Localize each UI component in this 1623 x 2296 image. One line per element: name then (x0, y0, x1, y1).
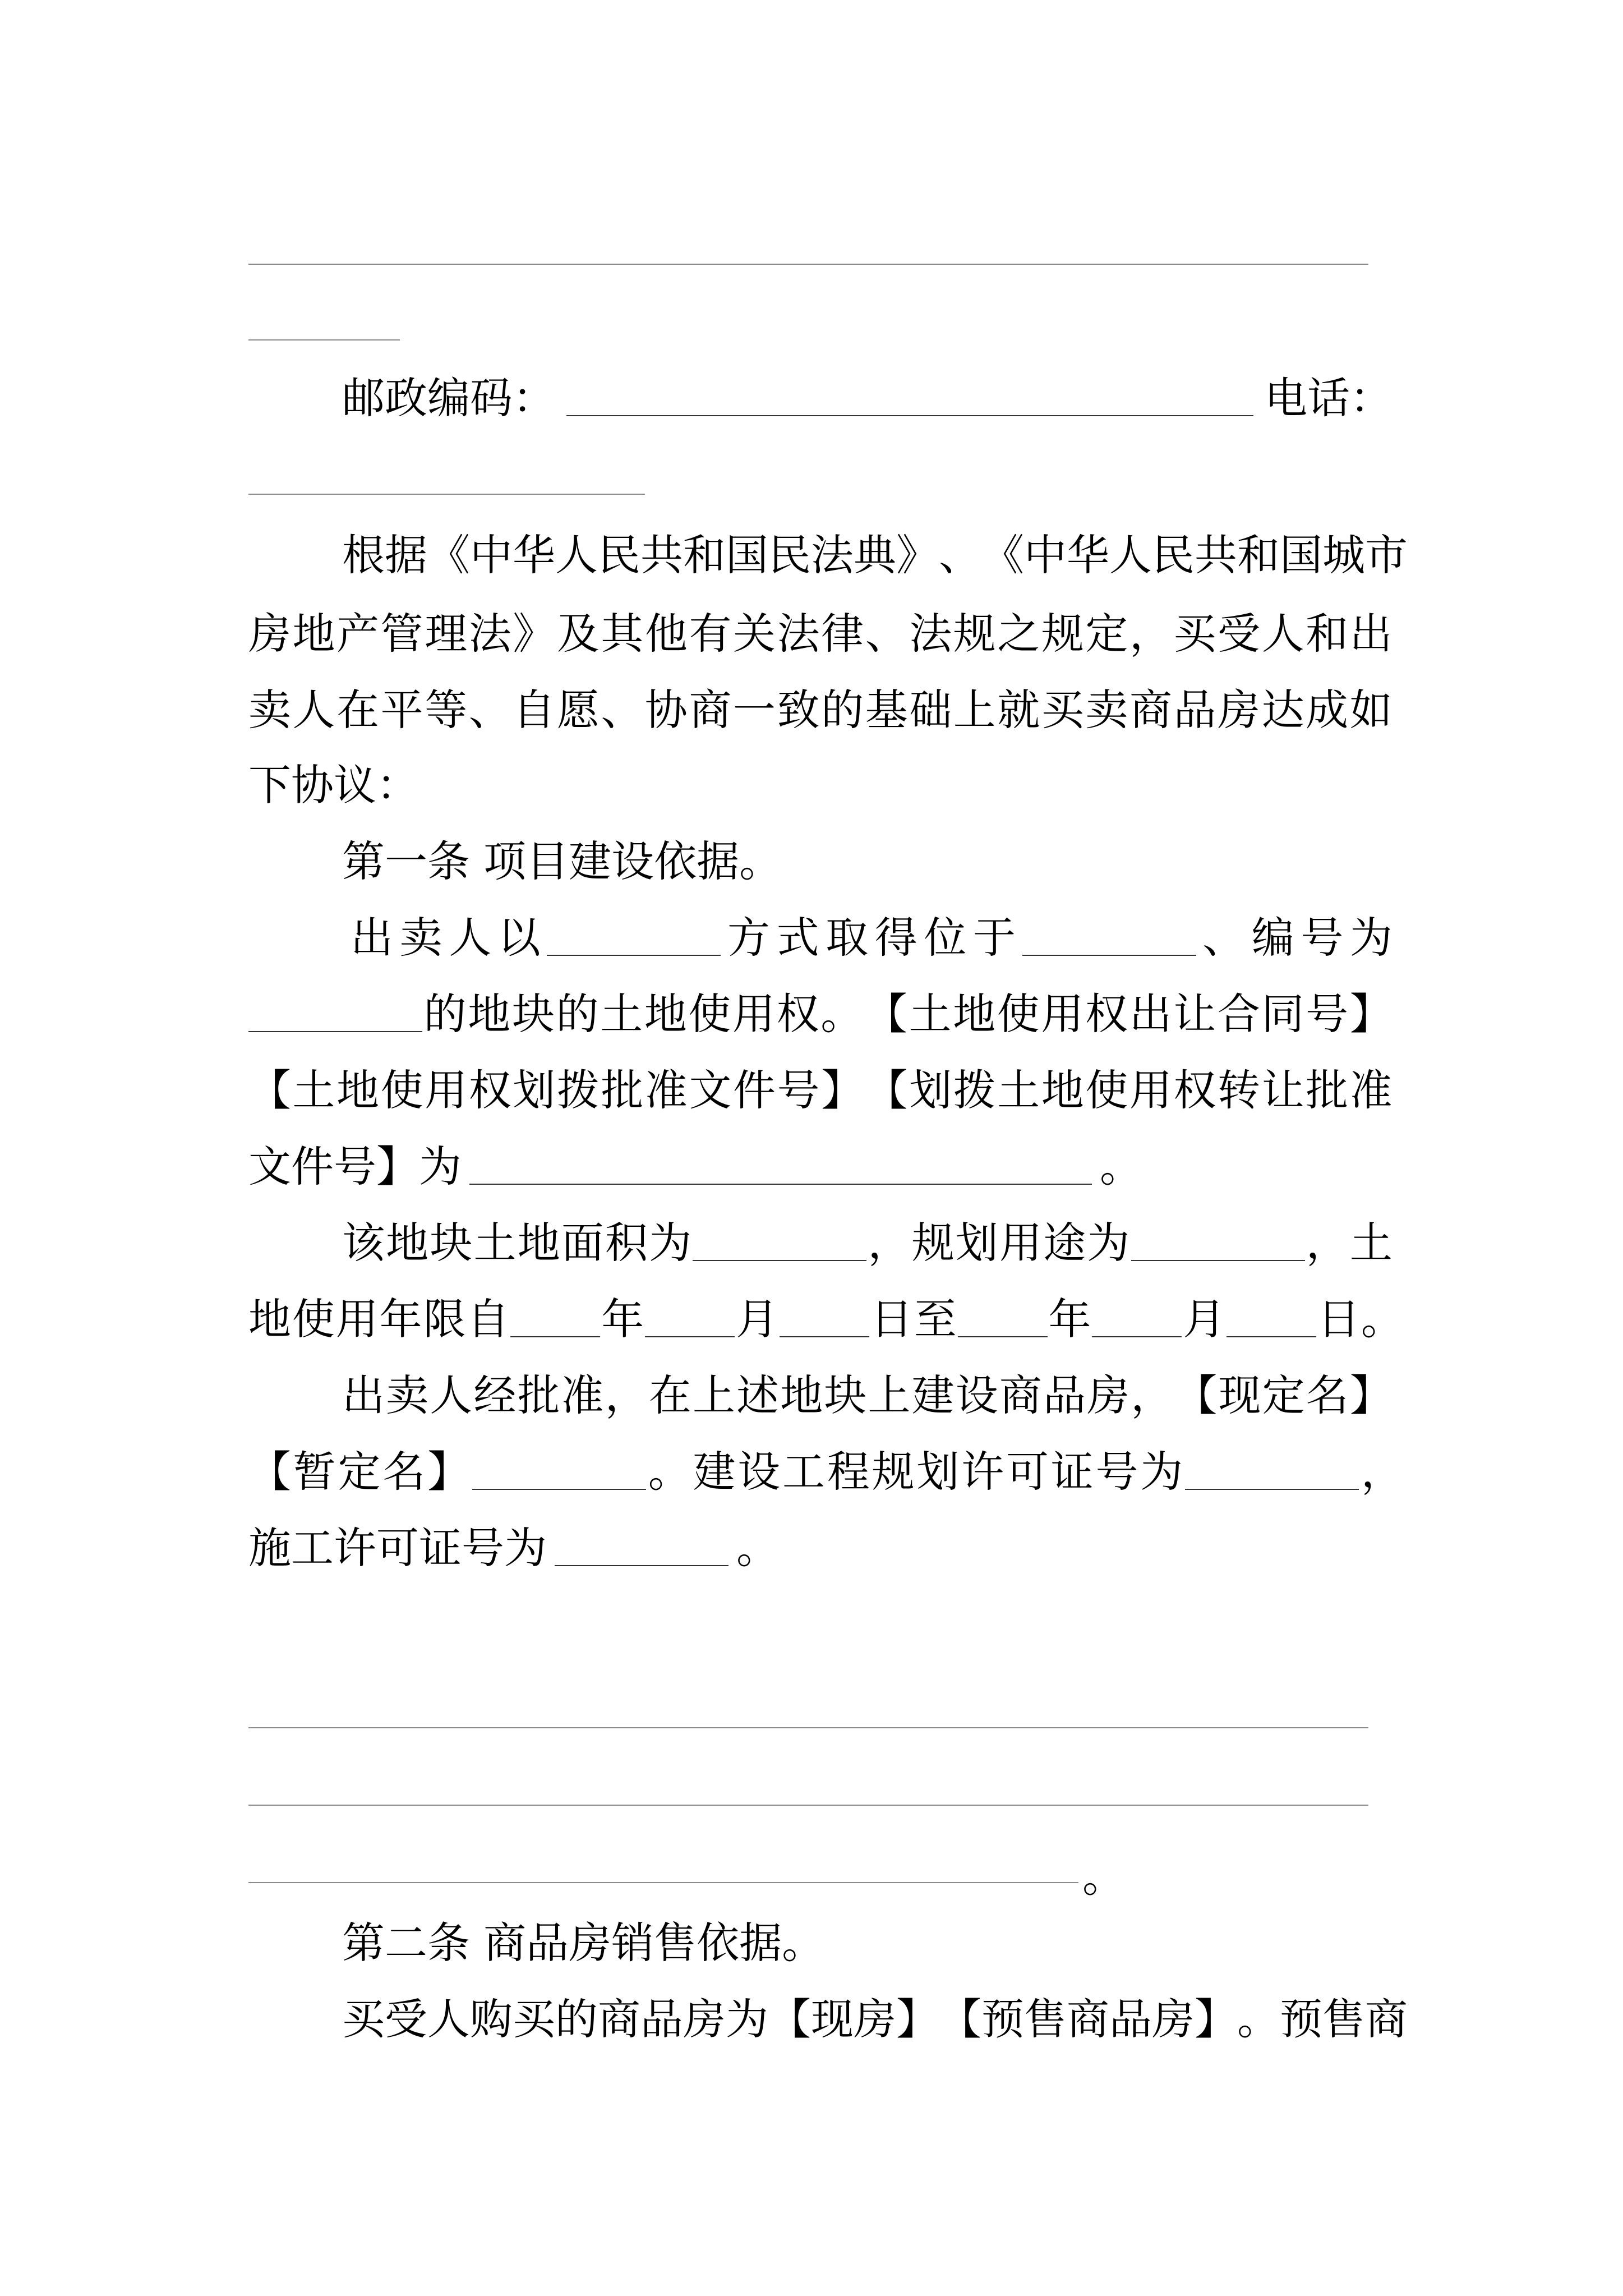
text-char: 、 (865, 609, 908, 659)
text-char: 售 (1024, 1994, 1067, 2044)
text-char: 商 (598, 1994, 640, 2044)
text-char: 准 (1349, 1065, 1393, 1115)
text-char: 》 (513, 609, 556, 659)
text-char: 同 (1261, 989, 1304, 1039)
article1-p3-line-1 (342, 1368, 1393, 1424)
text-char: 购 (470, 1994, 513, 2044)
text-char: 华 (513, 530, 555, 580)
text-char: 让 (1261, 1065, 1304, 1115)
text-char: 地 (468, 989, 511, 1039)
text-char: 品 (640, 1994, 683, 2044)
article1-p1-line-3 (248, 1062, 1393, 1119)
fill-blank[interactable] (780, 1333, 869, 1337)
text-char: 成 (1306, 685, 1349, 735)
text-char: 名 (1306, 1370, 1349, 1420)
text-char: 拨 (953, 1065, 996, 1115)
fill-rule (248, 1727, 1368, 1728)
text-char: 设 (737, 1447, 781, 1497)
text-char: 产 (336, 609, 380, 659)
text-char: 定 (1262, 1370, 1305, 1420)
text-char: 上 (953, 685, 996, 735)
text-char: 据 (385, 530, 427, 580)
text-char: 、 (939, 530, 981, 580)
text-char: 人 (1109, 530, 1152, 580)
text-char: 人 (427, 1994, 470, 2044)
text-char: 《 (981, 530, 1024, 580)
text-char: 买 (1173, 609, 1216, 659)
text-char: 限 (423, 1294, 466, 1344)
text-char: 地 (248, 1294, 291, 1344)
text-char: 土 (600, 989, 643, 1039)
text-char: 证 (1050, 1447, 1094, 1497)
text-char: 可 (1006, 1447, 1049, 1497)
text-char: 使 (688, 989, 731, 1039)
text-char: 和 (1237, 530, 1280, 580)
text-char: 工 (782, 1447, 826, 1497)
text-char: 中 (1024, 530, 1067, 580)
fill-blank[interactable] (693, 1257, 866, 1261)
text-char: 程 (827, 1447, 870, 1497)
text-char: 用 (732, 989, 775, 1039)
fill-blank[interactable] (1022, 951, 1196, 956)
text-char: 月 (736, 1294, 779, 1344)
fill-rule (248, 264, 1368, 265)
text-char: 块 (824, 1370, 867, 1420)
text-char: 使 (380, 1065, 423, 1115)
text-char: 共 (640, 530, 683, 580)
text-char: 买 (342, 1994, 385, 2044)
text-char: 土 (997, 1065, 1040, 1115)
text-char: 地 (386, 1218, 429, 1268)
text-char: 批 (1306, 1065, 1349, 1115)
text-char: 块 (511, 989, 555, 1039)
article1-p1-line-4-text: 文件号】为 (248, 1142, 462, 1191)
text-char: 在 (648, 1370, 691, 1420)
text-char: 准 (561, 1370, 604, 1420)
text-char: 【 (939, 1994, 981, 2044)
text-char: 为 (726, 1994, 768, 2044)
fill-blank[interactable] (1227, 1333, 1316, 1337)
text-char: 出 (1129, 989, 1172, 1039)
fill-blank[interactable] (645, 1333, 735, 1337)
text-char: 土 (292, 1065, 335, 1115)
text-char: 划 (955, 1218, 998, 1268)
text-char: 使 (292, 1294, 335, 1344)
text-char: 础 (909, 685, 952, 735)
article1-p3-line-2 (248, 1444, 1404, 1500)
text-char: 用 (335, 1294, 379, 1344)
text-char: ， (1306, 1218, 1349, 1268)
article2-heading: 第二条 商品房销售依据。 (342, 1918, 825, 1968)
text-char: 规 (1041, 609, 1084, 659)
text-char: 预 (1280, 1994, 1322, 2044)
text-char: 【 (864, 989, 907, 1039)
text-char: 年 (1048, 1294, 1091, 1344)
fill-blank[interactable] (958, 1333, 1048, 1337)
text-char: 平 (380, 685, 423, 735)
text-char: 自 (467, 1294, 510, 1344)
text-char: 定 (338, 1447, 381, 1497)
text-char: 日 (870, 1294, 913, 1344)
text-char: 华 (1067, 530, 1109, 580)
text-char: 上 (868, 1370, 911, 1420)
fill-blank[interactable] (510, 1333, 600, 1337)
article1-p1-line-4 (248, 1139, 1393, 1195)
fill-blank[interactable] (248, 1028, 422, 1032)
text-char: 许 (961, 1447, 1004, 1497)
postal-line (342, 370, 1393, 426)
text-char: 定 (1085, 609, 1128, 659)
text-char: 的 (821, 685, 864, 735)
text-char: 地 (644, 989, 687, 1039)
text-char: 名 (382, 1447, 426, 1497)
phone-blank[interactable] (248, 494, 645, 495)
text-char: 土 (909, 989, 952, 1039)
text-char: 权 (468, 1065, 511, 1115)
text-char: 、 (1202, 913, 1246, 963)
text-char: 暂 (293, 1447, 336, 1497)
text-char: 【 (1174, 1370, 1218, 1420)
postal-blank[interactable] (566, 412, 1253, 416)
text-char: 房 (1218, 685, 1261, 735)
text-char: 如 (1349, 685, 1393, 735)
text-char: 日 (1317, 1294, 1361, 1344)
text-char: 使 (1085, 1065, 1128, 1115)
text-char: 方 (727, 913, 770, 963)
text-char: 】 (1349, 1370, 1393, 1420)
text-char: 】 (896, 1994, 939, 2044)
intro-line-1 (342, 527, 1408, 583)
text-char: 。 (1361, 1294, 1404, 1344)
text-char: 致 (777, 685, 820, 735)
text-char: 建 (911, 1370, 955, 1420)
text-char: ， (1361, 1447, 1404, 1497)
text-char: 一 (733, 685, 776, 735)
text-char: 受 (385, 1994, 427, 2044)
text-char: 和 (1306, 609, 1349, 659)
text-char: 划 (909, 1065, 952, 1115)
text-char: 和 (683, 530, 726, 580)
text-char: 经 (473, 1370, 517, 1420)
text-char: 品 (1109, 1994, 1152, 2044)
text-char: 的 (423, 989, 467, 1039)
fill-blank[interactable] (1185, 1485, 1359, 1490)
text-char: 根 (342, 530, 385, 580)
text-char: 现 (811, 1994, 854, 2044)
text-char: 面 (561, 1218, 604, 1268)
intro-line-3 (248, 682, 1393, 738)
text-char: 商 (689, 685, 732, 735)
text-char: 规 (911, 1218, 955, 1268)
text-char: 让 (1173, 989, 1216, 1039)
fill-blank[interactable] (547, 951, 721, 956)
text-char: 规 (872, 1447, 915, 1497)
text-char: 房 (683, 1994, 726, 2044)
text-char: 的 (555, 1994, 598, 2044)
text-char: ， (868, 1218, 911, 1268)
text-char: 号 (1095, 1447, 1138, 1497)
text-char: 城 (1322, 530, 1365, 580)
text-char: 上 (693, 1370, 735, 1420)
text-char: 划 (513, 1065, 556, 1115)
text-char: 月 (1183, 1294, 1226, 1344)
article1-p1-line-2 (248, 986, 1393, 1042)
text-char: 用 (999, 1218, 1043, 1268)
text-char: 】 (1349, 989, 1393, 1039)
text-char: 、 (601, 685, 644, 735)
text-char: 出 (1349, 609, 1393, 659)
article1-p3-line-3-text: 施工许可证号为 (248, 1523, 547, 1573)
text-char: 。 (648, 1447, 691, 1497)
text-char: 卖 (248, 685, 291, 735)
article1-p1-line-1 (351, 910, 1393, 966)
text-char: 法 (811, 530, 854, 580)
text-char: 法 (468, 609, 511, 659)
text-char: 至 (914, 1294, 957, 1344)
text-char: 就 (997, 685, 1040, 735)
text-char: 。 (1237, 1994, 1280, 2044)
text-char: 卖 (1085, 685, 1128, 735)
text-char: 等 (425, 685, 468, 735)
text-char: 人 (555, 530, 598, 580)
text-char: 法 (777, 609, 820, 659)
text-char: 】 (821, 1065, 864, 1115)
text-char: 商 (1129, 685, 1172, 735)
text-char: 现 (1218, 1370, 1261, 1420)
text-char: 、 (468, 685, 511, 735)
text-char: 卖 (399, 913, 442, 963)
text-char: 的 (556, 989, 599, 1039)
text-char: 以 (497, 913, 541, 963)
text-char: 房 (854, 1994, 896, 2044)
article1-end-mark: 。 (1082, 1852, 1125, 1902)
text-char: 人 (430, 1370, 473, 1420)
text-char: 年 (379, 1294, 422, 1344)
text-char: 民 (768, 530, 811, 580)
text-char: 愿 (556, 685, 600, 735)
text-char: 地 (780, 1370, 823, 1420)
text-char: 《 (427, 530, 470, 580)
text-char: 号 (777, 1065, 820, 1115)
text-char: 土 (473, 1218, 517, 1268)
text-char: 及 (556, 609, 600, 659)
text-char: 式 (776, 913, 819, 963)
text-char: 年 (601, 1294, 644, 1344)
text-char: 品 (1043, 1370, 1086, 1420)
text-char: 品 (1173, 685, 1216, 735)
text-char: 法 (909, 609, 952, 659)
text-char: 拨 (556, 1065, 600, 1115)
article2-p1-line-1 (342, 1991, 1408, 2047)
text-char: 权 (1085, 989, 1128, 1039)
text-char: 人 (292, 685, 335, 735)
text-char: 市 (1365, 530, 1408, 580)
text-char: 在 (336, 685, 380, 735)
text-char: 关 (733, 609, 776, 659)
text-char: 其 (601, 609, 644, 659)
text-char: 预 (981, 1994, 1024, 2044)
text-char: 批 (601, 1065, 644, 1115)
fill-blank[interactable] (1092, 1333, 1182, 1337)
text-char: 述 (736, 1370, 780, 1420)
text-char: 理 (425, 609, 468, 659)
text-char: 国 (1280, 530, 1322, 580)
text-char: 协 (644, 685, 688, 735)
text-char: 土 (1349, 1218, 1393, 1268)
text-char: 规 (953, 609, 996, 659)
text-char: 权 (776, 989, 819, 1039)
contract-number-blank[interactable] (469, 1180, 1092, 1185)
text-char: 商 (999, 1370, 1042, 1420)
text-char: ， (605, 1370, 648, 1420)
fill-blank[interactable] (472, 1485, 646, 1490)
text-char: 号 (1306, 989, 1349, 1039)
text-char: 共 (1195, 530, 1237, 580)
text-char: 商 (1365, 1994, 1408, 2044)
text-char: 用 (425, 1065, 468, 1115)
text-char: 地 (953, 989, 996, 1039)
text-char: 。 (820, 989, 864, 1039)
text-char: 达 (1261, 685, 1304, 735)
fill-rule (248, 339, 400, 341)
article1-heading: 第一条 项目建设依据。 (342, 836, 782, 886)
text-char: 国 (726, 530, 768, 580)
text-char: 转 (1218, 1065, 1261, 1115)
text-char: 】 (1195, 1994, 1237, 2044)
text-char: 划 (916, 1447, 960, 1497)
text-char: 【 (248, 1065, 291, 1115)
text-char: 该 (342, 1218, 385, 1268)
text-char: 权 (1173, 1065, 1216, 1115)
text-char: 房 (1152, 1994, 1195, 2044)
text-char: 使 (997, 989, 1040, 1039)
text-char: 人 (449, 913, 492, 963)
text-char: 准 (644, 1065, 688, 1115)
text-char: 之 (997, 609, 1040, 659)
fill-rule (248, 1805, 1368, 1806)
text-char: 管 (380, 609, 423, 659)
text-char: 他 (644, 609, 688, 659)
text-char: 号 (1301, 913, 1344, 963)
text-char: 地 (517, 1218, 560, 1268)
text-char: 售 (1322, 1994, 1365, 2044)
text-char: 文 (689, 1065, 732, 1115)
text-char: 为 (1087, 1218, 1130, 1268)
text-char: 律 (821, 609, 864, 659)
text-char: 典 (854, 530, 896, 580)
text-char: 房 (1087, 1370, 1130, 1420)
text-char: 用 (1129, 1065, 1172, 1115)
text-char: 为 (649, 1218, 692, 1268)
text-char: 自 (513, 685, 556, 735)
intro-line-4: 下协议： (248, 760, 419, 810)
text-char: 批 (517, 1370, 560, 1420)
intro-line-2 (248, 606, 1393, 662)
text-char: 商 (1067, 1994, 1109, 2044)
text-char: 积 (605, 1218, 648, 1268)
text-char: 途 (1043, 1218, 1086, 1268)
text-char: 民 (598, 530, 640, 580)
text-char: 出 (342, 1370, 385, 1420)
text-char: 地 (336, 1065, 380, 1115)
article1-p3-line-3-end: 。 (736, 1523, 779, 1573)
text-char: 【 (248, 1447, 291, 1497)
text-char: 卖 (386, 1370, 429, 1420)
text-char: 合 (1217, 989, 1260, 1039)
text-char: 》 (896, 530, 939, 580)
article1-p3-line-3 (248, 1520, 1393, 1576)
text-char: 位 (924, 913, 967, 963)
phone-label: 电话： (1265, 373, 1393, 423)
text-char: 【 (865, 1065, 908, 1115)
text-char: 地 (292, 609, 335, 659)
text-char: 有 (689, 609, 732, 659)
article1-p2-line-1 (342, 1215, 1393, 1271)
text-char: 基 (865, 685, 908, 735)
text-char: 【 (768, 1994, 811, 2044)
text-char: 受 (1218, 609, 1261, 659)
text-char: ， (1129, 609, 1172, 659)
text-char: 出 (351, 913, 393, 963)
text-char: 中 (470, 530, 513, 580)
text-char: 取 (826, 913, 869, 963)
text-char: 得 (874, 913, 917, 963)
text-char: 买 (1041, 685, 1084, 735)
text-char: 块 (430, 1218, 473, 1268)
text-char: 件 (733, 1065, 776, 1115)
article1-p1-line-4-end: 。 (1100, 1142, 1142, 1191)
text-char: 设 (955, 1370, 998, 1420)
fill-blank[interactable] (1131, 1257, 1305, 1261)
text-char: ， (1131, 1370, 1174, 1420)
text-char: 民 (1152, 530, 1195, 580)
postal-label: 邮政编码： (342, 373, 555, 423)
text-char: 】 (427, 1447, 471, 1497)
text-char: 为 (1140, 1447, 1183, 1497)
fill-rule (248, 1882, 1078, 1883)
text-char: 建 (693, 1447, 736, 1497)
text-char: 于 (972, 913, 1016, 963)
text-char: 人 (1261, 609, 1304, 659)
text-char: 地 (1041, 1065, 1084, 1115)
text-char: 买 (513, 1994, 555, 2044)
text-char: 用 (1041, 989, 1084, 1039)
text-char: 房 (248, 609, 291, 659)
construction-permit-blank[interactable] (555, 1562, 728, 1566)
text-char: 编 (1251, 913, 1294, 963)
article1-p2-line-2 (248, 1291, 1404, 1347)
text-char: 为 (1349, 913, 1393, 963)
